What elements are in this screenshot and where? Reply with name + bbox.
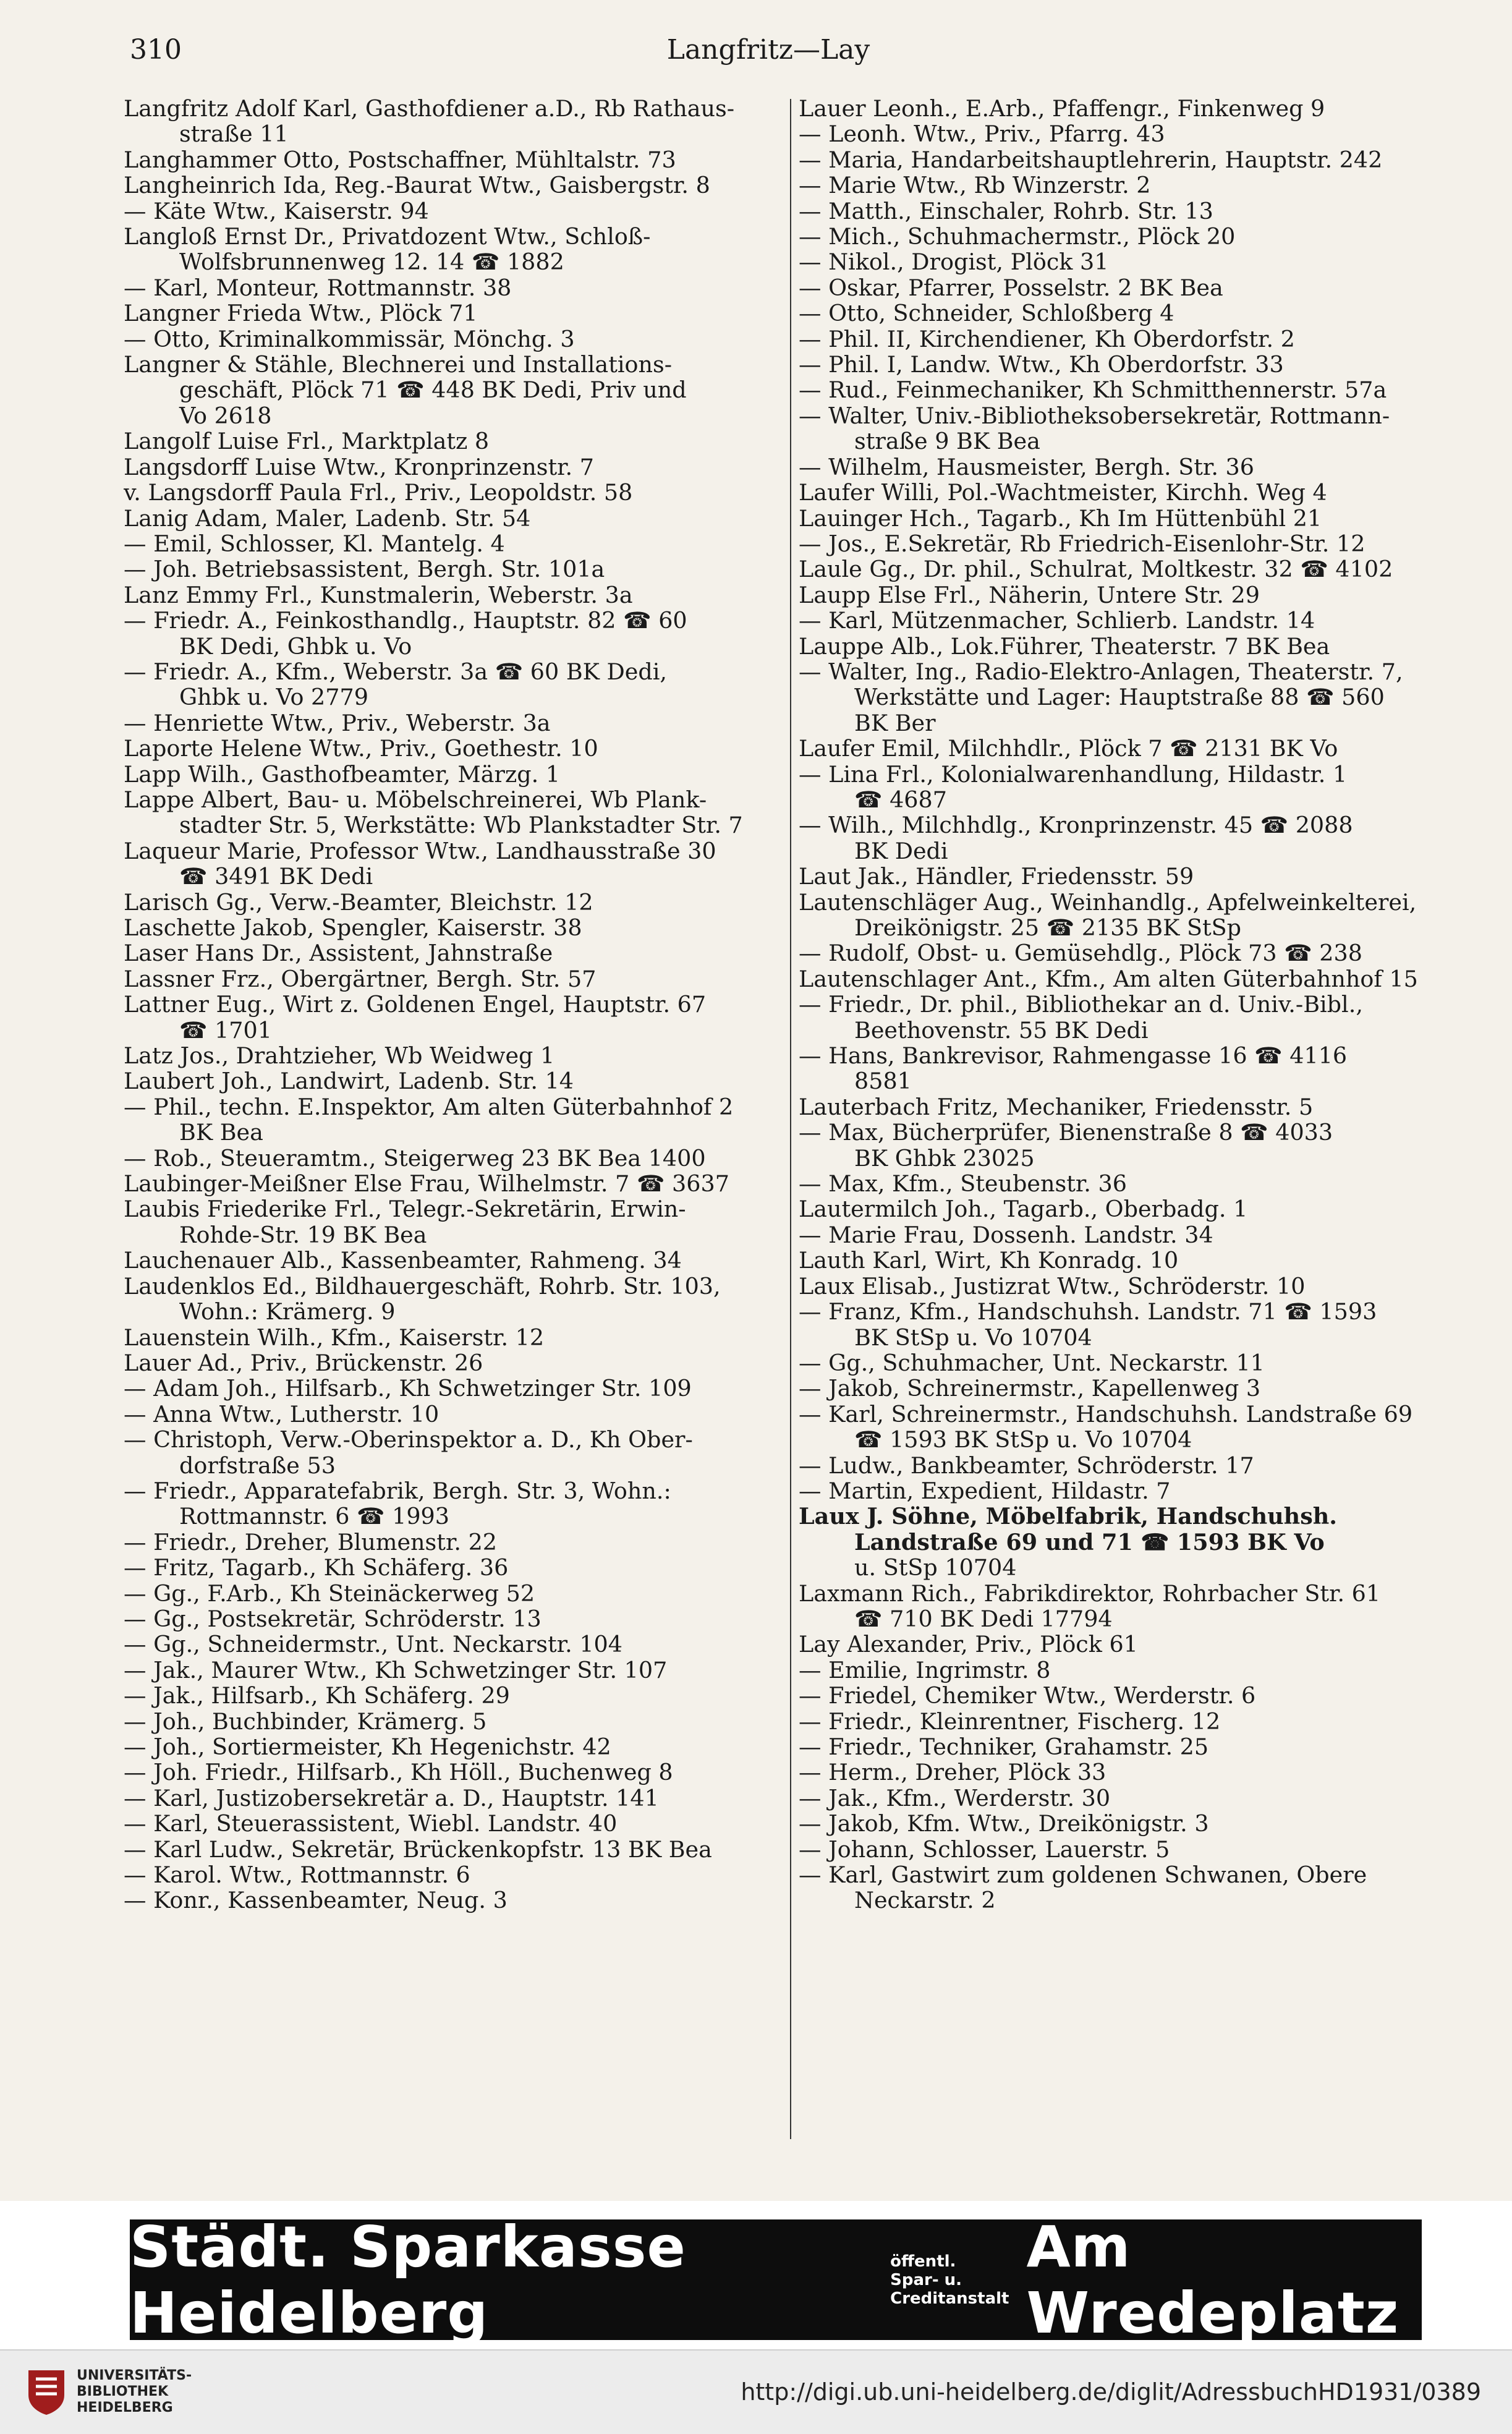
directory-entry-line: geschäft, Plöck 71 ☎ 448 BK Dedi, Priv und bbox=[179, 377, 687, 403]
directory-entry-line: Lattner Eug., Wirt z. Goldenen Engel, Hauptstr. 67 bbox=[124, 992, 707, 1018]
directory-entry-line: Neckarstr. 2 bbox=[854, 1887, 996, 1913]
directory-entry-line: — Rud., Feinmechaniker, Kh Schmitthennerstr. 57a bbox=[799, 377, 1387, 403]
library-name bbox=[77, 2368, 192, 2416]
page-header bbox=[124, 34, 1413, 83]
directory-entry-line: straße 9 BK Bea bbox=[854, 428, 1040, 454]
directory-entry-line: Ghbk u. Vo 2779 bbox=[179, 684, 368, 710]
directory-entry-line: — Karl Ludw., Sekretär, Brückenkopfstr. 13 BK Bea bbox=[124, 1836, 712, 1863]
directory-entry-line: — Joh., Buchbinder, Krämerg. 5 bbox=[124, 1708, 487, 1734]
directory-entry-line: — Friedr. A., Kfm., Weberstr. 3a ☎ 60 BK Dedi, bbox=[124, 658, 668, 685]
directory-entry-line: Lauchenauer Alb., Kassenbeamter, Rahmeng. 34 bbox=[124, 1248, 682, 1274]
directory-entry-line: Laschette Jakob, Spengler, Kaiserstr. 38 bbox=[124, 915, 582, 941]
directory-entry-line: Lauppe Alb., Lok.Führer, Theaterstr. 7 BK Bea bbox=[799, 633, 1330, 659]
directory-column-right bbox=[799, 96, 1459, 2161]
directory-entry-line: — Fritz, Tagarb., Kh Schäferg. 36 bbox=[124, 1555, 509, 1581]
directory-entry-line: — Marie Frau, Dossenh. Landstr. 34 bbox=[799, 1222, 1213, 1248]
directory-entry-line: — Christoph, Verw.-Oberinspektor a. D., Kh Ober- bbox=[124, 1427, 693, 1453]
directory-entry-line: — Lina Frl., Kolonialwarenhandlung, Hildastr. 1 bbox=[799, 761, 1348, 787]
directory-entry-line: Wohn.: Krämerg. 9 bbox=[179, 1299, 396, 1325]
directory-entry-line: — Adam Joh., Hilfsarb., Kh Schwetzinger Str. 109 bbox=[124, 1376, 692, 1402]
directory-entry-line: Lautermilch Joh., Tagarb., Oberbadg. 1 bbox=[799, 1196, 1248, 1222]
directory-entry-line: — Ludw., Bankbeamter, Schröderstr. 17 bbox=[799, 1452, 1254, 1478]
ad-small-text bbox=[890, 2252, 1009, 2308]
directory-entry-line: Landstraße 69 und 71 ☎ 1593 BK Vo bbox=[854, 1529, 1325, 1555]
directory-entry-line: Langhammer Otto, Postschaffner, Mühltalstr. 73 bbox=[124, 147, 676, 173]
directory-entry-line: Rottmannstr. 6 ☎ 1993 bbox=[179, 1504, 450, 1530]
directory-entry-line: Laupp Else Frl., Näherin, Untere Str. 29 bbox=[799, 582, 1260, 608]
directory-entry-line: Langfritz Adolf Karl, Gasthofdiener a.D., Rb Rathaus- bbox=[124, 96, 735, 122]
directory-entry-line: BK Bea bbox=[179, 1120, 263, 1146]
sparkasse-advertisement bbox=[130, 2213, 1422, 2346]
directory-entry-line: — Gg., Schneidermstr., Unt. Neckarstr. 104 bbox=[124, 1632, 622, 1657]
directory-entry-line: Lauer Ad., Priv., Brückenstr. 26 bbox=[124, 1350, 483, 1376]
directory-entry-line: u. StSp 10704 bbox=[854, 1555, 1017, 1581]
directory-entry-line: Lapp Wilh., Gasthofbeamter, Märzg. 1 bbox=[124, 761, 561, 787]
ad-main-text: Städt. Sparkasse Heidelberg bbox=[130, 2213, 686, 2346]
page-number: 310 bbox=[130, 34, 182, 66]
directory-entry-line: — Jak., Hilfsarb., Kh Schäferg. 29 bbox=[124, 1683, 510, 1709]
column-divider bbox=[790, 99, 791, 2139]
directory-entry-line: — Rudolf, Obst- u. Gemüsehdlg., Plöck 73 ☎ 238 bbox=[799, 940, 1362, 966]
directory-entry-line: — Jos., E.Sekretär, Rb Friedrich-Eisenlohr-Str. 12 bbox=[799, 530, 1365, 557]
directory-entry-line: — Joh. Betriebsassistent, Bergh. Str. 101a bbox=[124, 556, 605, 582]
directory-entry-line: BK Dedi, Ghbk u. Vo bbox=[179, 633, 412, 659]
directory-entry-line: Langsdorff Luise Wtw., Kronprinzenstr. 7 bbox=[124, 454, 594, 480]
library-logo[interactable] bbox=[25, 2368, 192, 2416]
directory-entry-line: Dreikönigstr. 25 ☎ 2135 BK StSp bbox=[854, 915, 1242, 941]
footer-bar bbox=[0, 2349, 1512, 2434]
directory-entry-line: — Wilh., Milchhdlg., Kronprinzenstr. 45 ☎ 2088 bbox=[799, 812, 1353, 838]
directory-entry-line: Laxmann Rich., Fabrikdirektor, Rohrbacher Str. 61 bbox=[799, 1580, 1381, 1606]
directory-entry-line: — Gg., Schuhmacher, Unt. Neckarstr. 11 bbox=[799, 1350, 1265, 1376]
directory-entry-line: Langolf Luise Frl., Marktplatz 8 bbox=[124, 428, 490, 454]
directory-entry-line: Lauth Karl, Wirt, Kh Konradg. 10 bbox=[799, 1248, 1179, 1274]
directory-entry-line: — Maria, Handarbeitshauptlehrerin, Hauptstr. 242 bbox=[799, 147, 1383, 173]
directory-entry-line: — Max, Bücherprüfer, Bienenstraße 8 ☎ 4033 bbox=[799, 1120, 1333, 1146]
directory-entry-line: BK Ghbk 23025 bbox=[854, 1145, 1035, 1172]
directory-entry-line: Laqueur Marie, Professor Wtw., Landhausstraße 30 bbox=[124, 838, 716, 864]
directory-entry-line: Langner Frieda Wtw., Plöck 71 bbox=[124, 300, 478, 326]
directory-entry-line: Lassner Frz., Obergärtner, Bergh. Str. 57 bbox=[124, 966, 597, 992]
directory-entry-line: — Phil. I, Landw. Wtw., Kh Oberdorfstr. 33 bbox=[799, 352, 1284, 378]
directory-entry-line: Lauer Leonh., E.Arb., Pfaffengr., Finkenweg 9 bbox=[799, 96, 1325, 122]
directory-entry-line: v. Langsdorff Paula Frl., Priv., Leopoldstr. 58 bbox=[124, 480, 633, 506]
directory-entry-line: — Leonh. Wtw., Priv., Pfarrg. 43 bbox=[799, 121, 1165, 147]
directory-entry-line: 8581 bbox=[854, 1068, 912, 1094]
directory-entry-line: Laubis Friederike Frl., Telegr.-Sekretärin, Erwin- bbox=[124, 1196, 686, 1222]
directory-entry-line: — Phil., techn. E.Inspektor, Am alten Güterbahnhof 2 bbox=[124, 1094, 734, 1120]
running-head: Langfritz—Lay bbox=[666, 34, 870, 66]
directory-entry-line: Vo 2618 bbox=[179, 402, 272, 429]
directory-entry-line: BK Ber bbox=[854, 710, 936, 736]
directory-entry-line: ☎ 3491 BK Dedi bbox=[179, 864, 373, 890]
directory-entry-line: — Franz, Kfm., Handschuhsh. Landstr. 71 ☎ 1593 bbox=[799, 1299, 1377, 1325]
directory-entry-line: — Phil. II, Kirchendiener, Kh Oberdorfstr. 2 bbox=[799, 326, 1295, 352]
directory-entry-line: Lanz Emmy Frl., Kunstmalerin, Weberstr. 3a bbox=[124, 582, 633, 608]
directory-entry-line: — Karol. Wtw., Rottmannstr. 6 bbox=[124, 1862, 470, 1888]
directory-entry-line: — Herm., Dreher, Plöck 33 bbox=[799, 1760, 1106, 1785]
directory-entry-line: — Karl, Monteur, Rottmannstr. 38 bbox=[124, 274, 512, 301]
source-url-link[interactable]: http://digi.ub.uni-heidelberg.de/diglit/AdressbuchHD1931/0389 bbox=[741, 2378, 1481, 2406]
directory-entry-line: Laudenklos Ed., Bildhauergeschäft, Rohrb. Str. 103, bbox=[124, 1273, 721, 1300]
directory-entry-line: Wolfsbrunnenweg 12. 14 ☎ 1882 bbox=[179, 249, 564, 275]
directory-entry-line: — Oskar, Pfarrer, Posselstr. 2 BK Bea bbox=[799, 274, 1223, 301]
directory-entry-line: — Friedr., Dreher, Blumenstr. 22 bbox=[124, 1529, 498, 1555]
directory-entry-line: — Friedr. A., Feinkosthandlg., Hauptstr. 82 ☎ 60 bbox=[124, 608, 687, 634]
directory-entry-line: — Otto, Kriminalkommissär, Mönchg. 3 bbox=[124, 326, 575, 352]
directory-entry-line: — Anna Wtw., Lutherstr. 10 bbox=[124, 1401, 440, 1428]
directory-entry-line: Laufer Emil, Milchhdlr., Plöck 7 ☎ 2131 BK Vo bbox=[799, 736, 1338, 762]
directory-entry-line: — Marie Wtw., Rb Winzerstr. 2 bbox=[799, 172, 1151, 198]
directory-entry-line: Werkstätte und Lager: Hauptstraße 88 ☎ 560 bbox=[854, 684, 1385, 710]
directory-entry-line: Laux Elisab., Justizrat Wtw., Schröderstr. 10 bbox=[799, 1273, 1306, 1300]
directory-entry-line: stadter Str. 5, Werkstätte: Wb Plankstadter Str. 7 bbox=[179, 812, 743, 838]
directory-entry-line: Lappe Albert, Bau- u. Möbelschreinerei, Wb Plank- bbox=[124, 786, 707, 813]
directory-entry-line: — Joh. Friedr., Hilfsarb., Kh Höll., Buchenweg 8 bbox=[124, 1760, 673, 1785]
directory-entry-line: Laporte Helene Wtw., Priv., Goethestr. 10 bbox=[124, 736, 598, 762]
directory-entry-line: Lanig Adam, Maler, Ladenb. Str. 54 bbox=[124, 505, 531, 531]
directory-entry-line: ☎ 1701 bbox=[179, 1017, 272, 1044]
ad-small-line-1: öffentl. Spar- u. bbox=[890, 2252, 962, 2289]
directory-entry-line: Laut Jak., Händler, Friedensstr. 59 bbox=[799, 864, 1194, 890]
directory-entry-line: — Karl, Justizobersekretär a. D., Hauptstr. 141 bbox=[124, 1785, 659, 1811]
directory-entry-line: ☎ 710 BK Dedi 17794 bbox=[854, 1606, 1113, 1632]
directory-entry-line: Beethovenstr. 55 BK Dedi bbox=[854, 1017, 1149, 1044]
directory-entry-line: Lauenstein Wilh., Kfm., Kaiserstr. 12 bbox=[124, 1324, 545, 1350]
directory-entry-line: Laser Hans Dr., Assistent, Jahnstraße bbox=[124, 940, 553, 966]
directory-entry-line: — Karl, Steuerassistent, Wiebl. Landstr. 40 bbox=[124, 1811, 618, 1837]
directory-entry-line: — Nikol., Drogist, Plöck 31 bbox=[799, 249, 1109, 275]
directory-entry-line: Laubert Joh., Landwirt, Ladenb. Str. 14 bbox=[124, 1068, 574, 1094]
directory-entry-line: — Emil, Schlosser, Kl. Mantelg. 4 bbox=[124, 530, 505, 557]
directory-entry-line: — Jak., Maurer Wtw., Kh Schwetzinger Str. 107 bbox=[124, 1657, 668, 1683]
directory-entry-line: Laule Gg., Dr. phil., Schulrat, Moltkestr. 32 ☎ 4102 bbox=[799, 556, 1393, 582]
directory-entry-line: Lauterbach Fritz, Mechaniker, Friedensstr. 5 bbox=[799, 1094, 1314, 1120]
library-crest-icon bbox=[25, 2368, 68, 2416]
directory-entry-line: BK StSp u. Vo 10704 bbox=[854, 1324, 1092, 1350]
directory-entry-line: Latz Jos., Drahtzieher, Wb Weidweg 1 bbox=[124, 1043, 555, 1069]
directory-entry-line: straße 11 bbox=[179, 121, 289, 147]
directory-entry-line: — Joh., Sortiermeister, Kh Hegenichstr. 42 bbox=[124, 1734, 611, 1760]
directory-entry-line: — Konr., Kassenbeamter, Neug. 3 bbox=[124, 1887, 508, 1913]
directory-entry-line: — Friedel, Chemiker Wtw., Werderstr. 6 bbox=[799, 1683, 1256, 1709]
directory-entry-line: — Friedr., Kleinrentner, Fischerg. 12 bbox=[799, 1708, 1221, 1734]
directory-entry-line: Langner & Stähle, Blechnerei und Installations- bbox=[124, 352, 673, 378]
logo-line-2: BIBLIOTHEK bbox=[77, 2384, 169, 2399]
directory-entry-line: — Mich., Schuhmachermstr., Plöck 20 bbox=[799, 224, 1236, 250]
directory-entry-line: — Gg., F.Arb., Kh Steinäckerweg 52 bbox=[124, 1580, 535, 1606]
directory-entry-line: — Karl, Schreinermstr., Handschuhsh. Landstraße 69 bbox=[799, 1401, 1413, 1428]
logo-line-3: HEIDELBERG bbox=[77, 2400, 173, 2415]
directory-entry-line: — Henriette Wtw., Priv., Weberstr. 3a bbox=[124, 710, 551, 736]
directory-entry-line: Lay Alexander, Priv., Plöck 61 bbox=[799, 1632, 1138, 1657]
directory-entry-line: — Karl, Mützenmacher, Schlierb. Landstr. 14 bbox=[799, 608, 1315, 634]
directory-entry-line: — Wilhelm, Hausmeister, Bergh. Str. 36 bbox=[799, 454, 1254, 480]
directory-entry-line: — Johann, Schlosser, Lauerstr. 5 bbox=[799, 1836, 1170, 1863]
directory-entry-line: — Otto, Schneider, Schloßberg 4 bbox=[799, 300, 1174, 326]
directory-entry-line: dorfstraße 53 bbox=[179, 1452, 336, 1478]
directory-entry-line: — Jakob, Kfm. Wtw., Dreikönigstr. 3 bbox=[799, 1811, 1209, 1837]
directory-entry-line: — Friedr., Apparatefabrik, Bergh. Str. 3, Wohn.: bbox=[124, 1478, 671, 1504]
directory-entry-line: — Hans, Bankrevisor, Rahmengasse 16 ☎ 4116 bbox=[799, 1043, 1348, 1069]
directory-entry-line: Rohde-Str. 19 BK Bea bbox=[179, 1222, 427, 1248]
directory-entry-line: Larisch Gg., Verw.-Beamter, Bleichstr. 12 bbox=[124, 889, 593, 915]
directory-entry-line: ☎ 4687 bbox=[854, 786, 947, 813]
directory-entry-line: — Matth., Einschaler, Rohrb. Str. 13 bbox=[799, 198, 1213, 224]
directory-entry-line: — Martin, Expedient, Hildastr. 7 bbox=[799, 1478, 1171, 1504]
directory-entry-line: — Gg., Postsekretär, Schröderstr. 13 bbox=[124, 1606, 542, 1632]
directory-entry-line: — Friedr., Dr. phil., Bibliothekar an d. Univ.-Bibl., bbox=[799, 992, 1363, 1018]
ad-location: Am Wredeplatz bbox=[1026, 2213, 1399, 2346]
directory-entry-line: — Rob., Steueramtm., Steigerweg 23 BK Bea 1400 bbox=[124, 1145, 706, 1172]
directory-entry-line: BK Dedi bbox=[854, 838, 948, 864]
directory-entry-line: Lauinger Hch., Tagarb., Kh Im Hüttenbühl 21 bbox=[799, 505, 1322, 531]
directory-entry-line: Langloß Ernst Dr., Privatdozent Wtw., Schloß- bbox=[124, 224, 651, 250]
directory-entry-line: — Karl, Gastwirt zum goldenen Schwanen, Obere bbox=[799, 1862, 1367, 1888]
directory-entry-line: Langheinrich Ida, Reg.-Baurat Wtw., Gaisbergstr. 8 bbox=[124, 172, 710, 198]
directory-entry-line: Laufer Willi, Pol.-Wachtmeister, Kirchh. Weg 4 bbox=[799, 480, 1327, 506]
directory-entry-line: — Jakob, Schreinermstr., Kapellenweg 3 bbox=[799, 1376, 1261, 1402]
directory-entry-line: Laubinger-Meißner Else Frau, Wilhelmstr. 7 ☎ 3637 bbox=[124, 1171, 729, 1197]
directory-entry-line: — Friedr., Techniker, Grahamstr. 25 bbox=[799, 1734, 1209, 1760]
directory-entry-line: ☎ 1593 BK StSp u. Vo 10704 bbox=[854, 1427, 1192, 1453]
directory-entry-line: — Käte Wtw., Kaiserstr. 94 bbox=[124, 198, 429, 224]
directory-entry-line: Lautenschlager Ant., Kfm., Am alten Güterbahnhof 15 bbox=[799, 966, 1418, 992]
directory-entry-line: — Emilie, Ingrimstr. 8 bbox=[799, 1657, 1051, 1683]
directory-entry-line: — Walter, Ing., Radio-Elektro-Anlagen, Theaterstr. 7, bbox=[799, 658, 1403, 685]
directory-entry-line: — Max, Kfm., Steubenstr. 36 bbox=[799, 1171, 1127, 1197]
logo-line-1: UNIVERSITÄTS- bbox=[77, 2368, 192, 2383]
directory-entry-line: — Walter, Univ.-Bibliotheksobersekretär, Rottmann- bbox=[799, 402, 1390, 429]
directory-entry-line: Lautenschläger Aug., Weinhandlg., Apfelweinkelterei, bbox=[799, 889, 1417, 915]
directory-column-left bbox=[124, 96, 782, 2161]
directory-entry-line: Laux J. Söhne, Möbelfabrik, Handschuhsh. bbox=[799, 1504, 1337, 1530]
directory-entry-line: — Jak., Kfm., Werderstr. 30 bbox=[799, 1785, 1111, 1811]
ad-small-line-2: Creditanstalt bbox=[890, 2289, 1009, 2308]
